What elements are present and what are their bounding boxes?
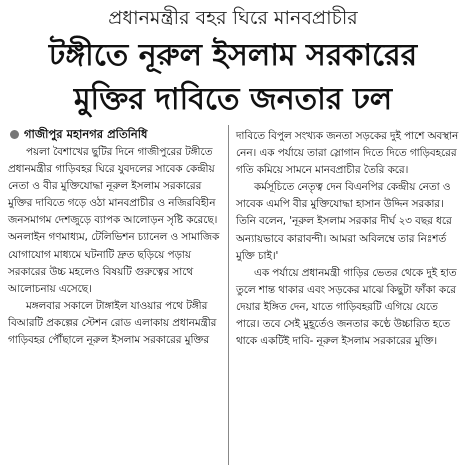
bullet-icon — [10, 130, 19, 139]
headline-line-2: মুক্তির দাবিতে জনতার ঢল — [73, 82, 393, 117]
paragraph: দাবিতে বিপুল সংখ্যক জনতা সড়কের দুই পাশে অবস্থান নেন। এক পর্যায়ে তারা স্লোগান দিতে দিতে গাড়িবহরের গতি কমিয়ে সামনে মানবপ্রাচীর তৈরি করে। — [236, 130, 459, 177]
headline-line-1: টঙ্গীতে নূরুল ইসলাম সরকারের — [48, 38, 418, 73]
left-column — [8, 144, 220, 349]
paragraph: পয়লা বৈশাখের ছুটির দিনে গাজীপুরের টঙ্গীতে প্রধানমন্ত্রীর গাড়িবহর ঘিরে যুবদলের সাবেক কেন্দ্রীয় নেতা ও বীর মুক্তিযোদ্ধা নূরুল ইসলাম সরকারের মুক্তির দাবিতে গড়ে ওঠা মানবপ্রাচীর ও নজিরবিহীন জনসমাগম দেশজুড়ে ব্যাপক আলোড়ন সৃষ্টি করেছে। অনলাইন গণমাধ্যম, টেলিভিশন চ্যানেল ও সামাজিক যোগাযোগ মাধ্যমে ঘটনাটি দ্রুত ছড়িয়ে পড়ায় সরকারের উচ্চ মহলেও বিষয়টি গুরুত্বের সাথে আলোচনায় এসেছে। — [8, 146, 220, 295]
kicker: প্রধানমন্ত্রীর বহর ঘিরে মানবপ্রাচীর — [108, 7, 358, 29]
headline — [0, 34, 466, 122]
paragraph: এক পর্যায়ে প্রধানমন্ত্রী গাড়ির ভেতর থেকে দুই হাত তুলে শান্ত থাকার এবং সড়কের মাঝে কিছুটা ফাঁকা করে দেয়ার ইঙ্গিত দেন, যাতে গাড়িবহরটি এগিয়ে যেতে পারে। তবে সেই মুহূর্তেও জনতার কণ্ঠে উচ্চারিত হতে থাকে একটিই দাবি- নূরুল ইসলাম সরকারের মুক্তি। — [236, 266, 457, 348]
paragraph: মঙ্গলবার সকালে টাঙ্গাইল যাওয়ার পথে টঙ্গীর বিআরটি প্রকল্পের স্টেশন রোড এলাকায় প্রধানমন্ত্রীর গাড়িবহর পৌঁছালে নূরুল ইসলাম সরকারের মুক্তির — [8, 299, 217, 347]
column-divider — [228, 125, 229, 465]
byline-text: গাজীপুর মহানগর প্রতিনিধি — [24, 127, 148, 141]
byline — [10, 126, 147, 145]
right-column — [236, 128, 460, 350]
paragraph: কর্মসূচিতে নেতৃত্ব দেন বিএনপির কেন্দ্রীয় নেতা ও সাবেক এমপি বীর মুক্তিযোদ্ধা হাসান উদ্দিন সরকার। তিনি বলেন, 'নূরুল ইসলাম সরকার দীর্ঘ ২৩ বছর ধরে অন্যায়ভাবে কারাবন্দী। আমরা অবিলম্বে তার নিঃশর্ত মুক্তি চাই।' — [236, 181, 452, 262]
